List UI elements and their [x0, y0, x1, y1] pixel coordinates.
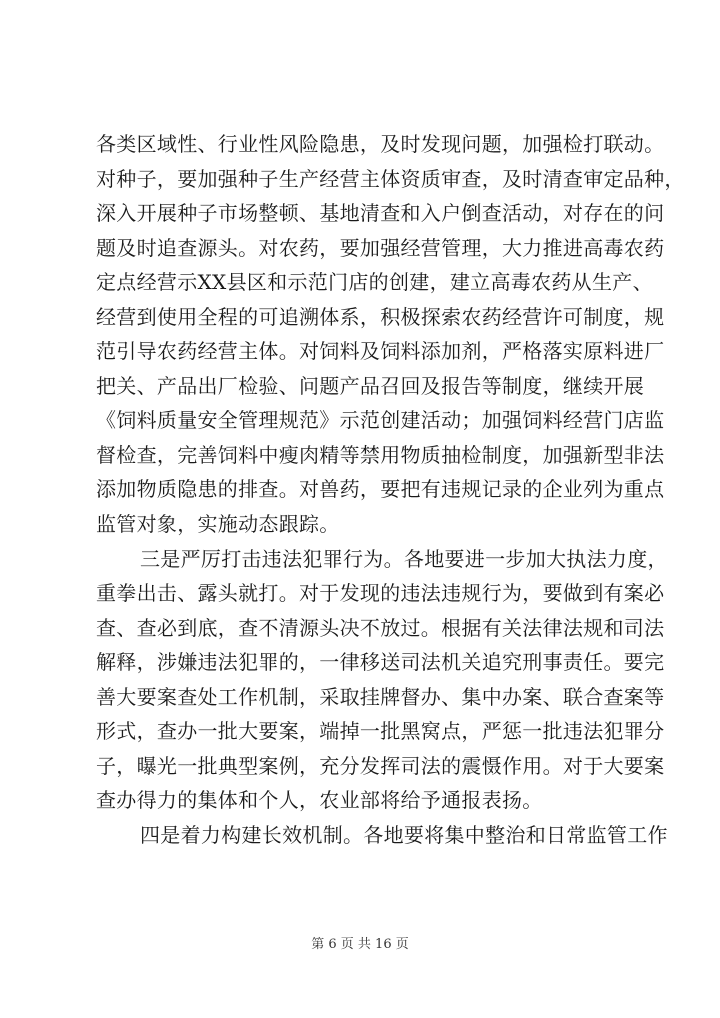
page-number-footer: 第 6 页 共 16 页 [311, 937, 409, 952]
text-line: 深入开展种子市场整顿、基地清查和入户倒查活动，对存在的问 [96, 201, 665, 226]
text-line: 子，曝光一批典型案例，充分发挥司法的震慑作用。对于大要案 [96, 753, 665, 778]
text-line: 查、查必到底，查不清源头决不放过。根据有关法律法规和司法 [96, 615, 665, 640]
text-line: 各类区域性、行业性风险隐患，及时发现问题，加强检打联动。 [96, 132, 665, 156]
paragraph-start-line: 三是严厉打击违法犯罪行为。各地要进一步加大执法力度， [140, 546, 668, 571]
text-line: 把关、产品出厂检验、问题产品召回及报告等制度，继续开展 [96, 373, 645, 398]
text-line: 《饲料质量安全管理规范》示范创建活动；加强饲料经营门店监 [96, 408, 665, 433]
text-line: 善大要案查处工作机制，采取挂牌督办、集中办案、联合查案等 [96, 684, 665, 709]
text-line: 督检查，完善饲料中瘦肉精等禁用物质抽检制度，加强新型非法 [96, 442, 665, 467]
text-line: 定点经营示XX县区和示范门店的创建，建立高毒农药从生产、 [96, 270, 653, 295]
text-line: 重拳出击、露头就打。对于发现的违法违规行为，要做到有案必 [96, 581, 665, 606]
paragraph-start-line: 四是着力构建长效机制。各地要将集中整治和日常监管工作 [140, 822, 668, 847]
text-line: 对种子，要加强种子生产经营主体资质审查，及时清查审定品种， [96, 166, 685, 191]
text-line: 添加物质隐患的排查。对兽药，要把有违规记录的企业列为重点 [96, 477, 665, 502]
text-line: 监管对象，实施动态跟踪。 [96, 512, 340, 537]
text-line: 解释，涉嫌违法犯罪的，一律移送司法机关追究刑事责任。要完 [96, 650, 665, 675]
text-line: 查办得力的集体和个人，农业部将给予通报表扬。 [96, 788, 543, 813]
text-line: 范引导农药经营主体。对饲料及饲料添加剂，严格落实原料进厂 [96, 339, 665, 364]
text-line: 题及时追查源头。对农药，要加强经营管理，大力推进高毒农药 [96, 235, 665, 260]
text-line: 形式，查办一批大要案，端掉一批黑窝点，严惩一批违法犯罪分 [96, 719, 665, 744]
body-text [96, 127, 685, 852]
text-line: 经营到使用全程的可追溯体系，积极探索农药经营许可制度，规 [96, 304, 665, 329]
